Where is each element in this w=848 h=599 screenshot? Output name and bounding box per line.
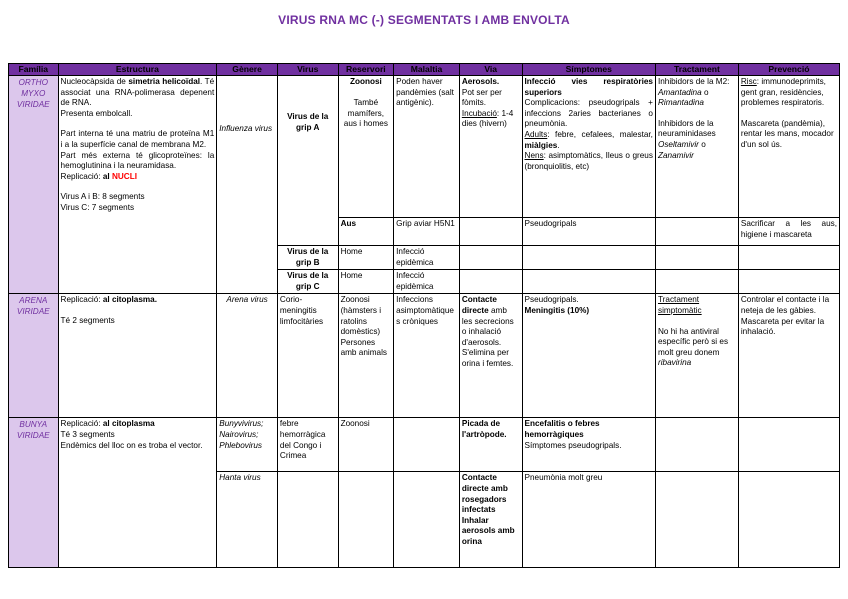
via-text: Pot ser per fòmits. — [461, 87, 502, 108]
estructura-text: Replicació: — [60, 295, 103, 305]
estructura-text: al citoplasma. — [102, 295, 158, 305]
tractament-cell — [655, 76, 738, 218]
segments-text: Té 3 segments — [60, 429, 115, 439]
tractament-text: Inhibidors de la neuraminidases — [657, 118, 716, 139]
prevencio-cell — [738, 472, 839, 568]
via-text: : 1-4 dies (hivern) — [461, 108, 514, 129]
reservori-cell: Home — [338, 270, 394, 294]
virus-cell: Corio-meningitis limfocitàries — [277, 294, 338, 418]
reservori-cell — [338, 76, 394, 218]
family-name-line: ARENA — [19, 296, 48, 306]
genere-cell: Hanta virus — [217, 472, 278, 568]
estructura-cell — [58, 294, 217, 418]
genere-cell: Influenza virus — [217, 76, 278, 294]
family-name-line: ORTHO — [18, 78, 48, 87]
simptomes-text: Pseudogripals. — [524, 295, 579, 305]
header-familia: Família — [9, 64, 59, 76]
simptomes-cell — [522, 418, 655, 472]
family-name-line: MYXO — [21, 89, 46, 98]
estructura-text: al — [102, 171, 112, 181]
simptomes-text: Encefalitis o febres hemorràgiques — [524, 419, 600, 439]
estructura-text: Endèmics del lloc on es troba el vector. — [60, 440, 203, 450]
estructura-text: simetria helicoïdal — [128, 77, 201, 86]
tractament-cell — [655, 246, 738, 270]
simptomes-text: miàlgies — [524, 140, 558, 150]
via-cell — [459, 76, 522, 218]
reservori-cell: Home — [338, 246, 394, 270]
simptomes-text: Complicacions: pseudogripals + infeccions 2aries bacterianes o pneumònia. — [524, 98, 653, 129]
simptomes-text: Meningitis (10%) — [524, 305, 590, 315]
virus-cell: febre hemorràgica del Congo i Crimea — [277, 418, 338, 472]
malaltia-cell — [394, 418, 460, 472]
reservori-cell: Zoonosi — [338, 418, 394, 472]
estructura-text: Replicació: — [60, 171, 103, 181]
document-title: VIRUS RNA MC (-) SEGMENTATS I AMB ENVOLTA — [278, 13, 570, 27]
tractament-cell — [655, 472, 738, 568]
header-virus: Virus — [277, 64, 338, 76]
family-name-line: BUNYA — [19, 420, 48, 430]
segments-text: Té 2 segments — [60, 315, 115, 325]
virus-table — [8, 63, 840, 568]
simptomes-cell — [522, 270, 655, 294]
simptomes-text: Símptomes pseudogripals. — [524, 440, 622, 450]
prevencio-cell: Sacrificar a les aus, higiene i mascareta — [738, 218, 839, 246]
drug-name: Zanamivir — [657, 150, 694, 160]
header-tractament: Tractament — [655, 64, 738, 76]
drug-name: Oseltamivir — [657, 139, 699, 149]
table-row — [9, 418, 840, 472]
prevencio-text: Mascareta (pandèmia), rentar les mans, mocador d'un sol ús. — [740, 118, 834, 149]
estructura-text: Replicació: — [60, 419, 103, 429]
header-genere: Gènere — [217, 64, 278, 76]
header-malaltia: Malaltia — [394, 64, 460, 76]
simptomes-cell — [522, 76, 655, 218]
malaltia-cell: Grip aviar H5N1 — [394, 218, 460, 246]
via-cell: Contacte directe amb rosegadors infectats Inhalar aerosols amb orina — [459, 472, 522, 568]
tractament-text: Inhibidors de la M2: — [657, 77, 730, 86]
simptomes-text: : asimptomàtics, Ileus o greus (bronquiolitis, etc) — [524, 151, 653, 171]
via-text: Aerosols. — [461, 77, 500, 86]
virus-cell: Virus de la grip C — [277, 270, 338, 294]
family-name-line: VIRIDAE — [16, 100, 50, 109]
prevencio-cell — [738, 246, 839, 270]
simptomes-cell: Pseudogripals — [522, 218, 655, 246]
via-cell — [459, 294, 522, 418]
family-cell-bunyaviridae — [9, 418, 59, 568]
simptomes-cell: Pneumònia molt greu — [522, 472, 655, 568]
tractament-cell — [655, 218, 738, 246]
reservori-cell: Zoonosi (hàmsters i ratolins domèstics) Persones amb animals — [338, 294, 394, 418]
malaltia-cell: Infecció epidèmica — [394, 270, 460, 294]
tractament-text: o — [698, 139, 706, 149]
tractament-text: o — [701, 87, 709, 97]
estructura-text: al citoplasma — [102, 419, 155, 429]
genere-cell: Bunyvivirus; Nairovirus; Phlebovirus — [217, 418, 278, 472]
estructura-cell — [58, 76, 217, 294]
virus-cell — [277, 472, 338, 568]
via-cell — [459, 270, 522, 294]
prevencio-cell — [738, 76, 839, 218]
header-reservori: Reservori — [338, 64, 394, 76]
via-cell — [459, 246, 522, 270]
virus-cell: Virus de la grip A — [277, 76, 338, 246]
malaltia-cell: Infecció epidèmica — [394, 246, 460, 270]
genere-cell: Arena virus — [217, 294, 278, 418]
reservori-text: Zoonosi — [349, 77, 382, 86]
tractament-text: Tractament simptomàtic — [657, 295, 702, 315]
estructura-text: Part més externa té glicoproteïnes: la hemoglutinina i la neuramidasa. — [60, 150, 215, 171]
header-via: Via — [459, 64, 522, 76]
tractament-text: No hi ha antiviral específic però si es molt greu donem — [657, 326, 729, 357]
family-cell-orthomyxoviridae — [9, 76, 59, 294]
tractament-cell — [655, 294, 738, 418]
via-text: Contacte directe — [461, 295, 497, 315]
prevencio-text: : immunodeprimits, gent gran, residències, problemes respiratoris. — [740, 77, 826, 108]
simptomes-text: . — [557, 140, 560, 150]
header-row — [9, 64, 840, 76]
prevencio-cell: Controlar el contacte i la neteja de les gàbies. Mascareta per evitar la inhalació. — [738, 294, 839, 418]
drug-name: Rimantadina — [657, 98, 704, 108]
prevencio-cell — [738, 418, 839, 472]
table-row — [9, 76, 840, 218]
estructura-cell — [58, 418, 217, 568]
simptomes-cell — [522, 294, 655, 418]
table-row — [9, 294, 840, 418]
tractament-cell — [655, 270, 738, 294]
drug-name: ribavirina — [657, 358, 692, 368]
simptomes-text: Infecció vies respiratòries superiors — [524, 77, 653, 97]
estructura-text: Presenta embolcall. — [60, 108, 133, 118]
estructura-text: . Té associat una RNA-polimerasa depenent de RNA. — [60, 77, 215, 108]
reservori-cell: Aus — [338, 218, 394, 246]
segments-text: Virus A i B: 8 segments — [60, 192, 145, 202]
header-estructura: Estructura — [58, 64, 217, 76]
simptomes-text: Adults — [524, 129, 548, 139]
simptomes-text: : febre, cefalees, malestar, — [547, 129, 653, 139]
family-name-line: VIRIDAE — [16, 307, 50, 317]
malaltia-cell — [394, 472, 460, 568]
estructura-text: Nucleocàpsida de — [60, 77, 129, 86]
header-prevencio: Prevenció — [738, 64, 839, 76]
reservori-text: També mamífers, aus i homes — [343, 98, 388, 129]
replication-site-nucli: NUCLI — [111, 171, 137, 181]
tractament-cell — [655, 418, 738, 472]
prevencio-text: Risc — [740, 77, 757, 86]
prevencio-cell — [738, 270, 839, 294]
via-text: Incubació — [461, 108, 497, 118]
simptomes-cell — [522, 246, 655, 270]
header-simptomes: Símptomes — [522, 64, 655, 76]
malaltia-cell: Poden haver pandèmies (salt antigènic). — [394, 76, 460, 218]
drug-name: Amantadina — [657, 87, 702, 97]
segments-text: Virus C: 7 segments — [60, 202, 135, 212]
virus-cell: Virus de la grip B — [277, 246, 338, 270]
family-cell-arenaviridae — [9, 294, 59, 418]
via-text: amb les secrecions o inhalació d'aerosols. S'elimina per orina i femtes. — [461, 305, 514, 368]
reservori-cell — [338, 472, 394, 568]
via-cell: Picada de l'artròpode. — [459, 418, 522, 472]
estructura-text: Part interna té una matriu de proteïna M1 i a la superfície canal de membrana M2. — [60, 129, 215, 149]
via-cell — [459, 218, 522, 246]
family-name-line: VIRIDAE — [16, 431, 50, 441]
malaltia-cell: Infeccions asimptomàtiques cròniques — [394, 294, 460, 418]
simptomes-text: Nens — [524, 151, 544, 161]
